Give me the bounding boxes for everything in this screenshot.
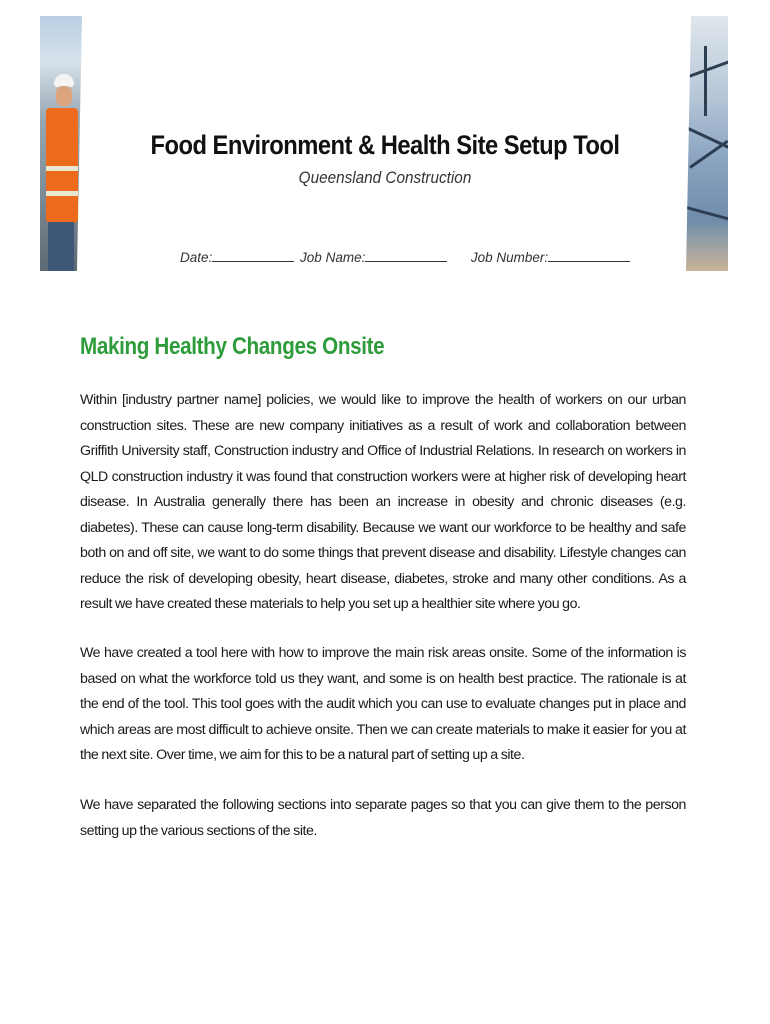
job-number-label: Job Number: [470, 250, 549, 265]
job-name-label: Job Name: [300, 250, 366, 265]
body-paragraph: We have separated the following sections into separate pages so that you can give them to the person setting up the various sections of the site. [80, 797, 686, 839]
date-label: Date: [180, 250, 213, 265]
section-heading: Making Healthy Changes Onsite [80, 333, 385, 360]
body-paragraph: We have created a tool here with how to improve the main risk areas onsite. Some of the information is based on what the workforce told us they want, and some is on health best practice. The rationale is at the end of the tool. This tool goes with the audit which you can use to evaluate changes put in place and which areas are most difficult to achieve onsite. Then we can create materials to make it easier for you at the next site. Over time, we aim for this to be a natural part of setting up a site. [80, 645, 686, 763]
job-details-fields [180, 249, 600, 265]
job-name-field[interactable] [365, 249, 447, 262]
date-field[interactable] [212, 249, 294, 262]
body-paragraph: Within [industry partner name] policies, we would like to improve the health of workers on our urban construction sites. These are new company initiatives as a result of work and collaboration between Griffith University staff, Construction industry and Office of Industrial Relations. In research on workers in QLD construction industry it was found that construction workers were at higher risk of developing heart disease. In Australia generally there has been an increase in obesity and chronic diseases (e.g. diabetes). These can cause long-term disability. Because we want our workforce to be healthy and safe both on and off site, we want to do some things that prevent disease and disability. Lifestyle changes can reduce the risk of developing obesity, heart disease, diabetes, stroke and many other conditions. As a result we have created these materials to help you set up a healthier site where you go. [80, 392, 686, 612]
document-subtitle: Queensland Construction [298, 168, 472, 187]
document-title: Food Environment & Health Site Setup Tool [150, 130, 620, 160]
job-number-field[interactable] [548, 249, 630, 262]
